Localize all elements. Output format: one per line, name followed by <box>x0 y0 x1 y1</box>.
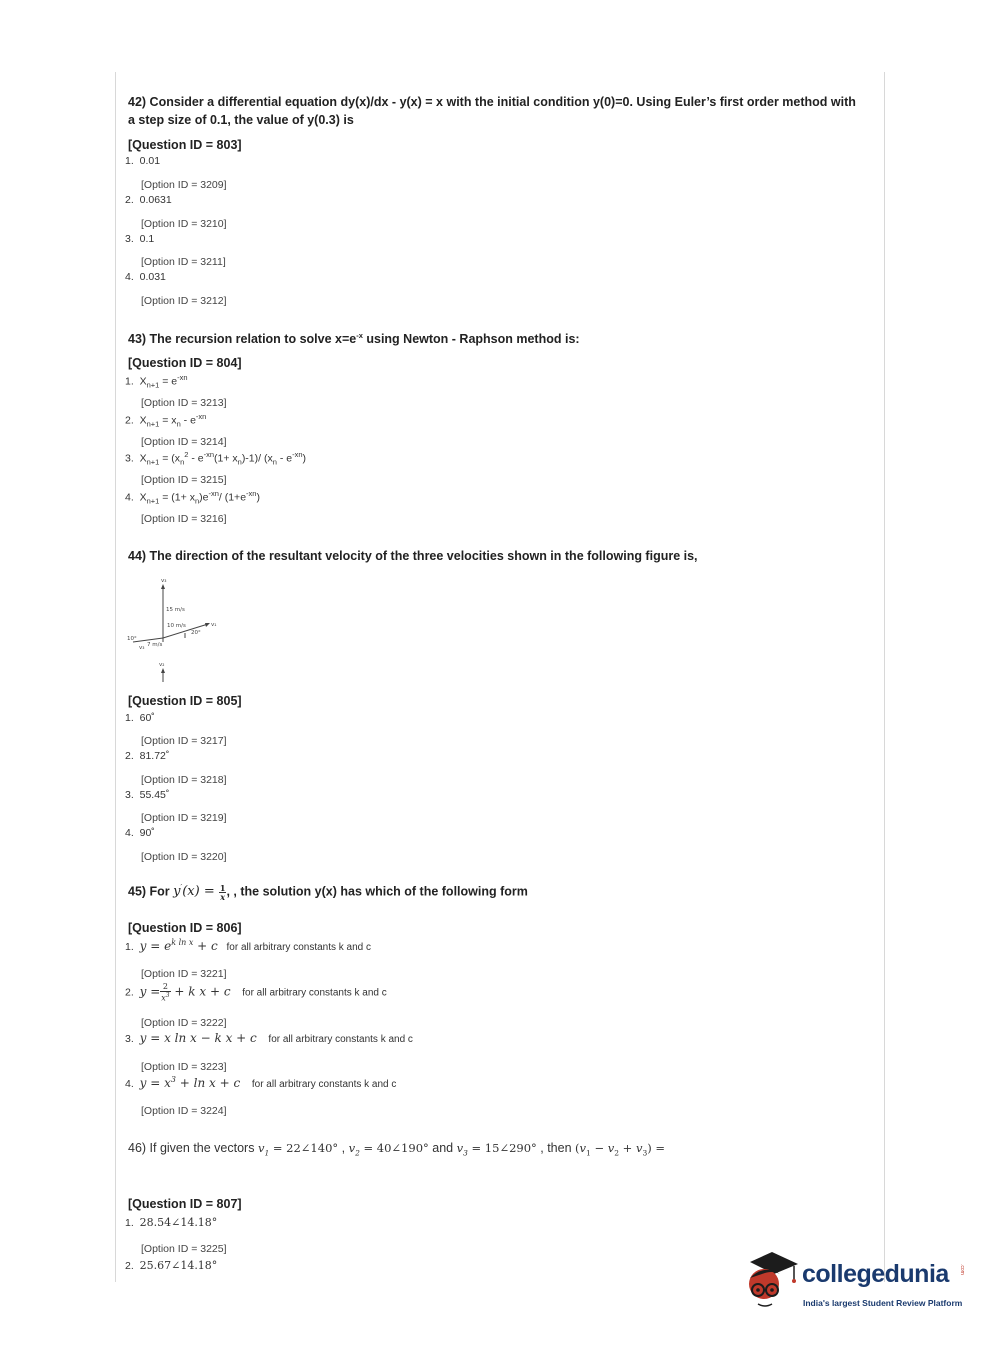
option-id: [Option ID = 3222] <box>141 1017 227 1029</box>
option-3: 3. 55.45˚ <box>125 789 170 801</box>
option-id: [Option ID = 3224] <box>141 1105 227 1117</box>
arrowhead-v3 <box>161 584 165 589</box>
option-3: 3. $X_{n+1} = (x_n^2 - e^{-xn}(1+ x_n)-1)/$ $(x_n - e^{-xn})$ <box>125 450 306 467</box>
option-id: [Option ID = 3215] <box>141 474 227 486</box>
question-id: [Question ID = 806] <box>128 921 242 935</box>
question-id: [Question ID = 804] <box>128 356 242 370</box>
option-id: [Option ID = 3210] <box>141 218 227 230</box>
option-id: [Option ID = 3221] <box>141 968 227 980</box>
label-v2: v₂ <box>159 662 165 668</box>
question-id: [Question ID = 805] <box>128 694 242 708</box>
label-7ms: 7 m/s <box>147 642 163 648</box>
option-2: 2. y = $\frac{2}{x^3}$ + k x + c for all arbitrary constants k and c <box>125 982 387 1003</box>
option-id: [Option ID = 3212] <box>141 295 227 307</box>
collegedunia-logo <box>742 1250 982 1320</box>
option-id: [Option ID = 3216] <box>141 513 227 525</box>
option-id: [Option ID = 3213] <box>141 397 227 409</box>
option-2: 2. 0.0631 <box>125 194 172 206</box>
option-3: 3. y = x ln x − k x + c for all arbitrary constants k and c <box>125 1031 413 1045</box>
option-id: [Option ID = 3211] <box>141 256 226 268</box>
option-id: [Option ID = 3209] <box>141 179 227 191</box>
question-45-text: 45) For y′(x) = $\frac{1}{x}$ , , the solution y(x) has which of the following form <box>128 882 528 902</box>
option-2: 2. 25.67∠14.18° <box>125 1259 218 1272</box>
option-id: [Option ID = 3219] <box>141 812 227 824</box>
question-42-text: 42) Consider a differential equation dy(x)/dx - y(x) = x with the initial condition y(0)=0. Using Euler’s first order method with a step size of 0.1, the value of y(0.3) is <box>128 95 856 127</box>
option-1: 1. 0.01 <box>125 155 161 167</box>
label-v3: v₃ <box>161 578 167 584</box>
option-1: 1. 60˚ <box>125 712 155 724</box>
question-id: [Question ID = 807] <box>128 1197 242 1211</box>
option-id: [Option ID = 3225] <box>141 1243 227 1255</box>
option-4: 4. 90˚ <box>125 827 155 839</box>
option-id: [Option ID = 3217] <box>141 735 227 747</box>
arrowhead-v2 <box>161 668 165 673</box>
label-v1: v₁ <box>211 622 217 628</box>
question-43-text: 43) The recursion relation to solve $x=e^{-x}$ using Newton - Raphson method is: <box>128 331 580 347</box>
arrowhead-v1 <box>205 623 210 627</box>
option-id: [Option ID = 3218] <box>141 774 227 786</box>
page-border-left <box>115 72 116 1282</box>
logo-com: .com <box>959 1264 965 1275</box>
option-id: [Option ID = 3214] <box>141 436 227 448</box>
option-4: 4. $y = x^3 + \ln x + c$ for all arbitrary constants k and c <box>125 1075 397 1090</box>
option-4: 4. $X_{n+1} = (1+ x_n)e^{-xn}/$ $(1+e^{-xn})$ <box>125 489 260 506</box>
option-id: [Option ID = 3220] <box>141 851 227 863</box>
option-2: 2. 81.72˚ <box>125 750 170 762</box>
question-46-text: 46) If given the vectors $v_1$ = 22∠140° , $v_2$ = 40∠190° and $v_3$ = 15∠290° , then $(v_1 - v_2 + v_3)$ = <box>128 1141 666 1158</box>
option-1: 1. $y = e^{k ln x} + c$ for all arbitrary constants k and c <box>125 938 372 953</box>
option-1: 1. $X_{n+1} = e^{-xn}$ <box>125 373 188 390</box>
option-1: 1. 28.54∠14.18° <box>125 1216 218 1229</box>
logo-tagline: India's largest Student Review Platform <box>803 1298 963 1308</box>
page-border-right <box>884 72 885 1282</box>
option-3: 3. 0.1 <box>125 233 155 245</box>
label-v3-small: v₃ <box>139 645 145 651</box>
option-4: 4. 0.031 <box>125 271 166 283</box>
label-10deg: 10° <box>127 636 137 642</box>
option-id: [Option ID = 3223] <box>141 1061 227 1073</box>
question-44-text: 44) The direction of the resultant velocity of the three velocities shown in the following figure is, <box>128 549 698 563</box>
mascot-icon <box>742 1250 802 1316</box>
label-15ms: 15 m/s <box>166 607 185 613</box>
label-10ms: 10 m/s <box>167 623 186 629</box>
logo-name: collegedunia <box>802 1260 949 1288</box>
label-20deg: 20° <box>191 630 201 636</box>
option-2: 2. $X_{n+1} = x_n - e^{-xn}$ <box>125 412 207 429</box>
question-id: [Question ID = 803] <box>128 138 242 152</box>
velocity-figure <box>125 572 225 684</box>
